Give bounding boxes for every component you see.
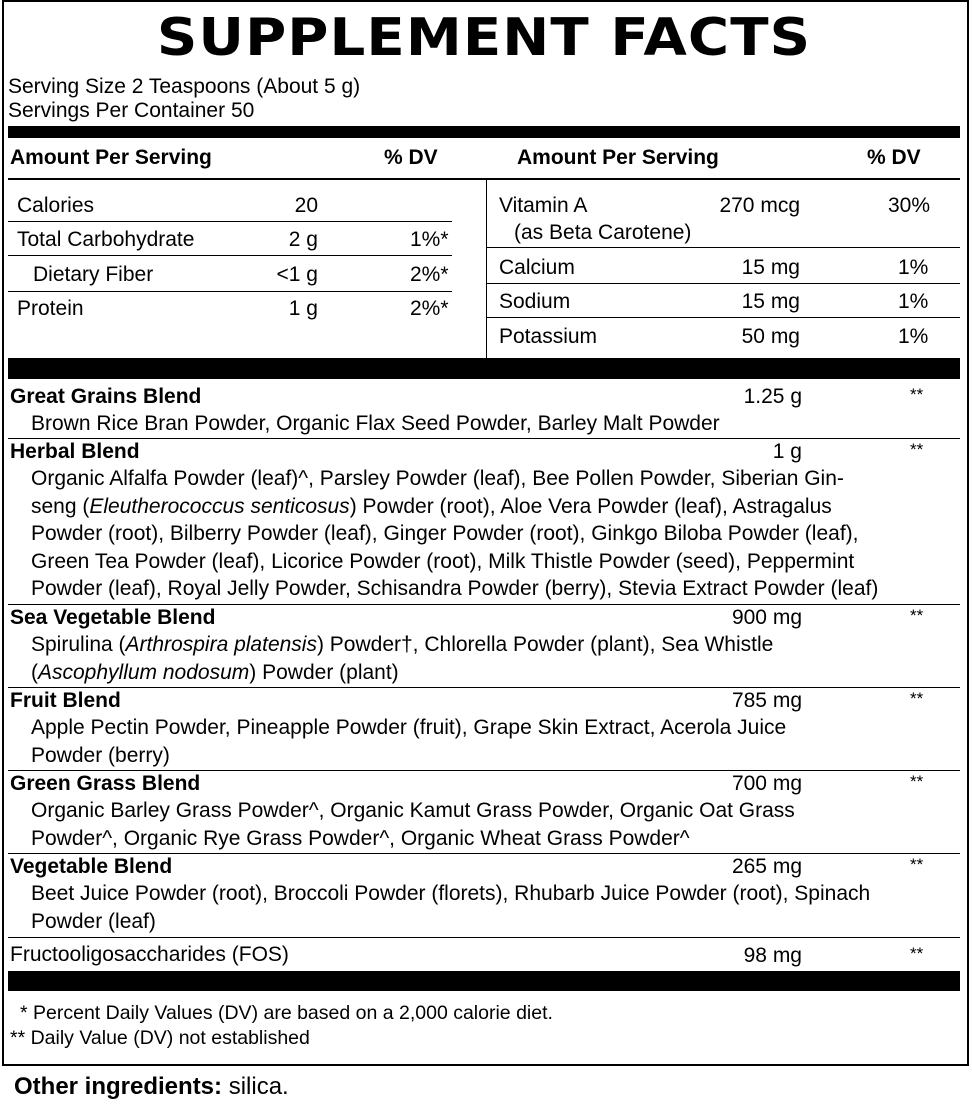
servings-per-container: Servings Per Container 50 xyxy=(8,99,255,122)
nutrient-name: Sodium xyxy=(499,290,571,313)
nutrient-amount: 2 g xyxy=(288,228,318,251)
footnote-not-established: ** Daily Value (DV) not established xyxy=(10,1027,310,1049)
fos-dv: ** xyxy=(910,944,924,963)
header-dv-right: % DV xyxy=(867,146,921,169)
ingredient-line: (Ascophyllum nodosum) Powder (plant) xyxy=(31,660,399,684)
header-amount-left: Amount Per Serving xyxy=(10,146,212,169)
header-amount-right: Amount Per Serving xyxy=(517,146,719,169)
row-divider xyxy=(8,687,960,688)
row-divider xyxy=(8,255,452,256)
blend-ingredients xyxy=(31,797,961,852)
nutrient-name: Dietary Fiber xyxy=(33,263,154,286)
nutrient-amount: 20 xyxy=(294,194,318,217)
nutrient-name: Total Carbohydrate xyxy=(17,228,195,251)
ingredient-line: Powder (leaf), Royal Jelly Powder, Schisandra Powder (berry), Stevia Extract Powder (leaf) xyxy=(31,577,879,600)
divider-thick xyxy=(8,971,960,991)
nutrient-amount: 270 mcg xyxy=(719,194,800,217)
blend-name: Green Grass Blend xyxy=(10,772,201,795)
row-divider xyxy=(8,438,960,439)
nutrient-dv: 1% xyxy=(898,256,929,279)
nutrient-amount: 15 mg xyxy=(741,290,800,313)
ingredient-line: Powder (leaf) xyxy=(31,909,156,933)
blend-amount: 1 g xyxy=(772,440,802,463)
blend-name: Great Grains Blend xyxy=(10,385,202,408)
nutrient-subtext: (as Beta Carotene) xyxy=(514,221,692,244)
fos-name: Fructooligosaccharides (FOS) xyxy=(10,943,289,966)
ingredient-line: Apple Pectin Powder, Pineapple Powder (fruit), Grape Skin Extract, Acerola Juice xyxy=(31,716,787,739)
divider-thick xyxy=(8,358,960,379)
blend-amount: 265 mg xyxy=(731,855,802,878)
nutrient-name: Calories xyxy=(17,194,95,217)
ingredient-line: Powder (root), Bilberry Powder (leaf), Ginger Powder (root), Ginkgo Biloba Powder (leaf), xyxy=(31,522,859,545)
ingredient-line: Powder (berry) xyxy=(31,743,170,767)
ingredient-line: Spirulina (Arthrospira platensis) Powder†, Chlorella Powder (plant), Sea Whistle xyxy=(31,633,774,656)
blend-name: Sea Vegetable Blend xyxy=(10,606,216,629)
blend-name: Vegetable Blend xyxy=(10,855,173,878)
blend-amount: 700 mg xyxy=(731,772,802,795)
ingredient-line: Beet Juice Powder (root), Broccoli Powder (florets), Rhubarb Juice Powder (root), Spinach xyxy=(31,882,871,905)
blend-ingredients xyxy=(31,631,961,686)
serving-size: Serving Size 2 Teaspoons (About 5 g) xyxy=(8,75,361,98)
blend-amount: 900 mg xyxy=(731,606,802,629)
header-rule xyxy=(8,178,960,180)
nutrient-name: Protein xyxy=(17,297,84,320)
other-ingredients-label: Other ingredients: xyxy=(14,1073,223,1100)
nutrient-name: Vitamin A xyxy=(499,194,588,217)
blend-dv: ** xyxy=(910,689,924,708)
blend-ingredients xyxy=(31,714,961,769)
row-divider xyxy=(8,221,452,222)
nutrient-dv: 2%* xyxy=(410,263,449,286)
nutrient-amount: 1 g xyxy=(288,297,318,320)
other-ingredients-value: silica. xyxy=(222,1073,289,1100)
row-divider xyxy=(487,247,960,248)
column-divider xyxy=(486,180,487,358)
blend-dv: ** xyxy=(910,440,924,459)
footnote-dv: * Percent Daily Values (DV) are based on a 2,000 calorie diet. xyxy=(20,1002,553,1024)
row-divider xyxy=(487,283,960,284)
ingredient-line: Organic Alfalfa Powder (leaf)^, Parsley Powder (leaf), Bee Pollen Powder, Siberian Gin- xyxy=(31,467,844,490)
fos-amount: 98 mg xyxy=(743,944,802,967)
other-ingredients xyxy=(14,1072,289,1102)
nutrient-dv: 2%* xyxy=(410,297,449,320)
blend-dv: ** xyxy=(910,385,924,404)
blend-dv: ** xyxy=(910,606,924,625)
blend-ingredients xyxy=(31,465,961,603)
nutrient-dv: 1%* xyxy=(410,228,449,251)
header-dv-left: % DV xyxy=(384,146,438,169)
ingredient-line: Brown Rice Bran Powder, Organic Flax Seed Powder, Barley Malt Powder xyxy=(31,412,720,435)
nutrient-dv: 30% xyxy=(888,194,931,217)
blend-dv: ** xyxy=(910,772,924,791)
panel-title: SUPPLEMENT FACTS xyxy=(156,8,812,68)
row-divider xyxy=(487,317,960,318)
ingredient-line: Green Tea Powder (leaf), Licorice Powder (root), Milk Thistle Powder (seed), Peppermint xyxy=(31,549,855,573)
nutrient-amount: <1 g xyxy=(276,263,318,286)
row-divider xyxy=(8,291,452,292)
blend-ingredients xyxy=(31,410,961,438)
nutrient-dv: 1% xyxy=(898,325,929,348)
nutrient-name: Potassium xyxy=(499,325,598,348)
row-divider xyxy=(8,937,960,938)
nutrient-amount: 15 mg xyxy=(741,256,800,279)
blend-ingredients xyxy=(31,880,961,935)
blend-dv: ** xyxy=(910,855,924,874)
blend-amount: 785 mg xyxy=(731,689,802,712)
ingredient-line: seng (Eleutherococcus senticosus) Powder (root), Aloe Vera Powder (leaf), Astragalus xyxy=(31,494,832,518)
ingredient-line: Powder^, Organic Rye Grass Powder^, Organic Wheat Grass Powder^ xyxy=(31,826,690,850)
blend-name: Herbal Blend xyxy=(10,440,140,463)
blend-amount: 1.25 g xyxy=(743,385,802,408)
nutrient-name: Calcium xyxy=(499,256,575,279)
blend-name: Fruit Blend xyxy=(10,689,121,712)
nutrient-amount: 50 mg xyxy=(741,325,800,348)
nutrient-dv: 1% xyxy=(898,290,929,313)
ingredient-line: Organic Barley Grass Powder^, Organic Kamut Grass Powder, Organic Oat Grass xyxy=(31,799,795,822)
divider-thick xyxy=(8,126,960,138)
